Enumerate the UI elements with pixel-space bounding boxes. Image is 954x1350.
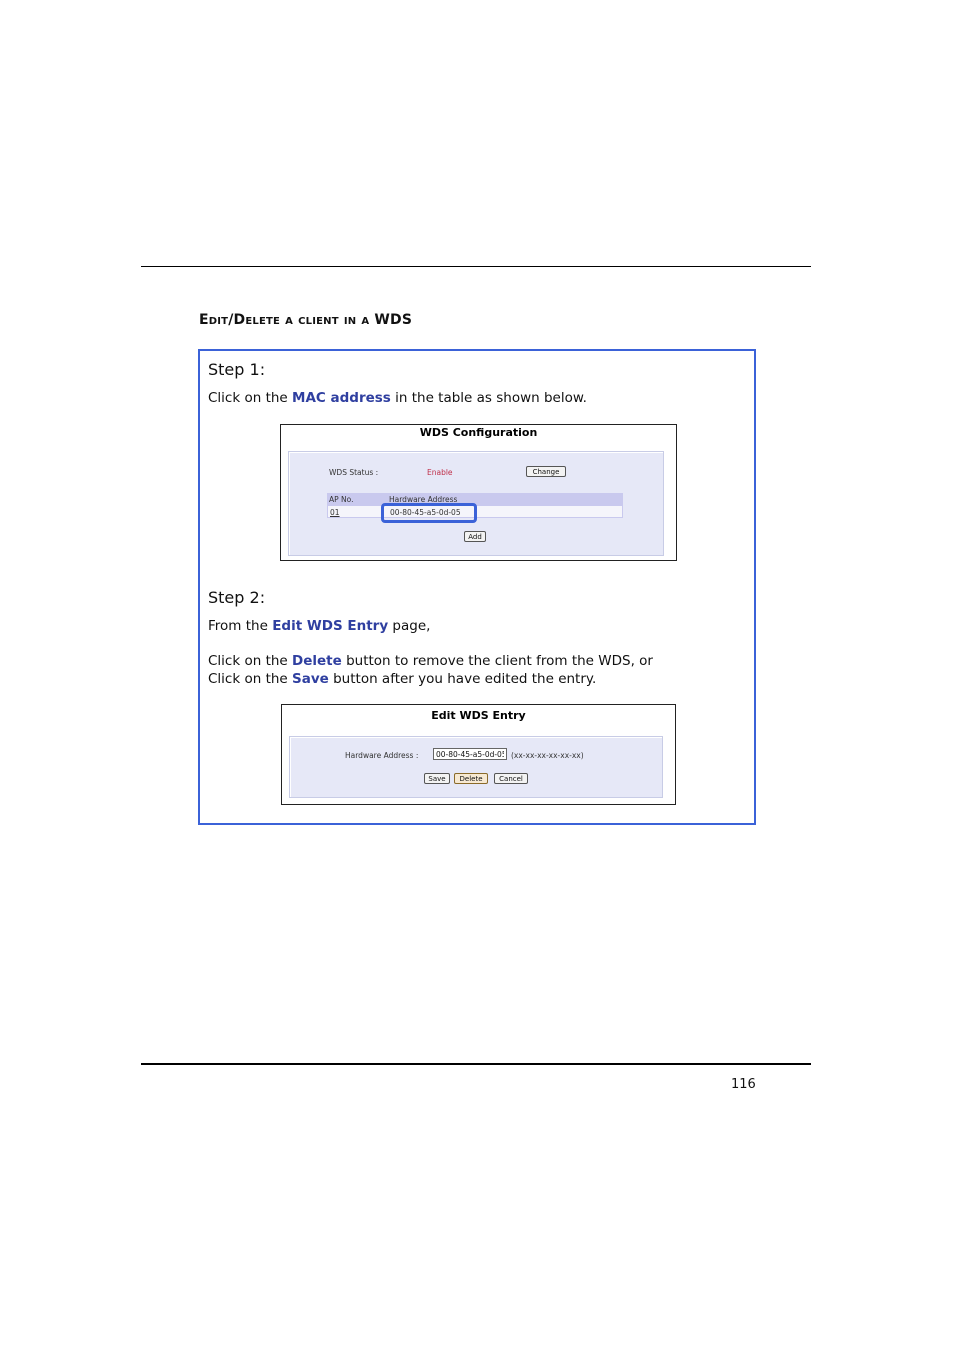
edit-wds-entry-panel bbox=[289, 736, 663, 798]
header-rule bbox=[141, 266, 811, 267]
step1-heading: Step 1: bbox=[208, 360, 266, 379]
delete-emphasis: Delete bbox=[292, 653, 342, 669]
delete-button[interactable]: Delete bbox=[454, 773, 488, 784]
col-hardware-address: Hardware Address bbox=[389, 495, 458, 504]
step2-line1: From the Edit WDS Entry page, bbox=[208, 618, 431, 634]
footer-rule bbox=[141, 1063, 811, 1065]
change-button[interactable]: Change bbox=[526, 466, 566, 477]
ap-no-link[interactable]: 01 bbox=[330, 508, 340, 517]
step2-heading: Step 2: bbox=[208, 588, 266, 607]
cancel-button[interactable]: Cancel bbox=[494, 773, 528, 784]
col-ap-no: AP No. bbox=[329, 495, 354, 504]
steps-box bbox=[198, 349, 756, 825]
step2-line3: Click on the Save button after you have edited the entry. bbox=[208, 671, 597, 687]
hardware-address-input[interactable] bbox=[433, 748, 507, 760]
step2-line2: Click on the Delete button to remove the client from the WDS, or bbox=[208, 653, 653, 669]
mac-address-emphasis: MAC address bbox=[292, 390, 391, 406]
wds-configuration-panel bbox=[288, 451, 664, 556]
wds-configuration-screenshot bbox=[280, 424, 677, 561]
edit-wds-entry-title: Edit WDS Entry bbox=[431, 709, 526, 722]
save-button[interactable]: Save bbox=[424, 773, 450, 784]
mac-address-highlight bbox=[381, 503, 477, 523]
edit-wds-entry-screenshot bbox=[281, 704, 676, 805]
save-emphasis: Save bbox=[292, 671, 329, 687]
hardware-address-link[interactable]: 00-80-45-a5-0d-05 bbox=[390, 508, 461, 517]
page-number: 116 bbox=[731, 1077, 756, 1092]
step1-text: Click on the MAC address in the table as shown below. bbox=[208, 390, 587, 406]
wds-status-label: WDS Status : bbox=[329, 468, 379, 477]
wds-status-value: Enable bbox=[427, 468, 453, 477]
section-title: Edit/Delete a client in a WDS bbox=[199, 312, 413, 328]
hardware-address-format: (xx-xx-xx-xx-xx-xx) bbox=[511, 751, 584, 760]
add-button[interactable]: Add bbox=[464, 531, 486, 542]
wds-configuration-title: WDS Configuration bbox=[419, 426, 538, 439]
edit-wds-entry-emphasis: Edit WDS Entry bbox=[272, 618, 389, 634]
hardware-address-label: Hardware Address : bbox=[345, 751, 419, 760]
